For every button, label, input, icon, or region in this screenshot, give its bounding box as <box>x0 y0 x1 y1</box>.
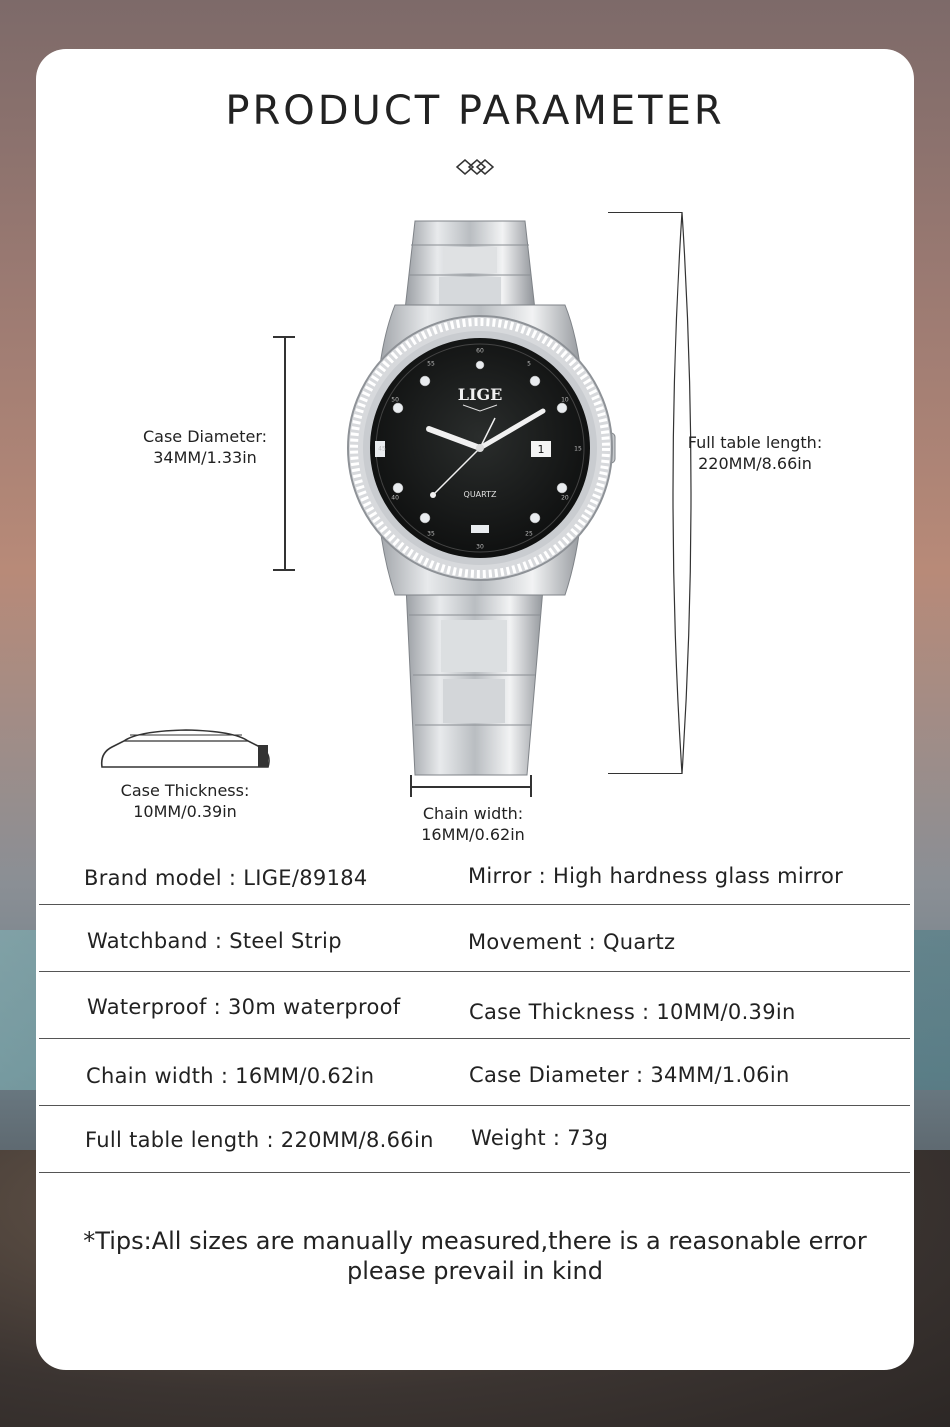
watch-image <box>335 215 625 780</box>
tips-note <box>60 1226 890 1286</box>
page-title: PRODUCT PARAMETER <box>225 88 725 134</box>
dial-marker: 20 <box>561 494 569 502</box>
watch-brand: LIGE <box>457 385 503 404</box>
diameter-measure-cap-bottom <box>273 569 295 571</box>
dial-marker: 10 <box>561 396 569 404</box>
spec-chain-width: Chain width : 16MM/0.62in <box>86 1064 375 1088</box>
case-thickness-title: Case Thickness: <box>120 781 250 800</box>
full-length-value: 220MM/8.66in <box>698 454 812 473</box>
spec-waterproof: Waterproof : 30m waterproof <box>87 995 401 1019</box>
spec-row <box>39 838 910 905</box>
spec-full-length: Full table length : 220MM/8.66in <box>85 1128 434 1152</box>
spec-row <box>39 972 910 1039</box>
dial-marker: 25 <box>525 530 533 538</box>
spec-row <box>39 1039 910 1106</box>
watch-dial-text: QUARTZ <box>463 490 497 499</box>
tips-line-2: please prevail in kind <box>346 1257 603 1285</box>
spec-case-diameter: Case Diameter : 34MM/1.06in <box>469 1063 790 1087</box>
diameter-measure-cap-top <box>273 336 295 338</box>
spec-mirror: Mirror : High hardness glass mirror <box>468 864 844 888</box>
spec-brand-model: Brand model : LIGE/89184 <box>84 866 368 890</box>
spec-case-thickness: Case Thickness : 10MM/0.39in <box>469 1000 796 1024</box>
full-length-label <box>670 432 840 474</box>
case-thickness-value: 10MM/0.39in <box>133 802 237 821</box>
dial-marker: 35 <box>427 530 435 538</box>
dial-marker: 50 <box>391 396 399 404</box>
dial-marker: 40 <box>391 494 399 502</box>
length-measure-curve <box>668 212 698 774</box>
case-thickness-label <box>100 780 270 822</box>
dial-marker: 30 <box>476 543 484 551</box>
spec-weight: Weight : 73g <box>471 1126 609 1150</box>
date-window: 1 <box>537 443 545 456</box>
chain-measure-line <box>411 786 531 788</box>
dial-marker: 60 <box>476 347 484 355</box>
spec-movement: Movement : Quartz <box>468 930 676 954</box>
dial-marker: 5 <box>527 360 531 368</box>
case-thickness-drawing <box>98 725 272 775</box>
case-diameter-label <box>120 426 290 468</box>
dial-marker: 55 <box>427 360 435 368</box>
case-diameter-value: 34MM/1.33in <box>153 448 257 467</box>
dial-marker: 15 <box>574 445 582 453</box>
case-diameter-title: Case Diameter: <box>142 427 268 446</box>
full-length-title: Full table length: <box>687 433 823 452</box>
tips-line-1: *Tips:All sizes are manually measured,there is a reasonable error <box>83 1227 867 1255</box>
spec-watchband: Watchband : Steel Strip <box>87 929 342 953</box>
chain-width-value: 16MM/0.62in <box>421 825 525 844</box>
diamond-ornament-icon <box>455 157 495 177</box>
dial-marker: 45 <box>378 445 386 453</box>
spec-row <box>39 1106 910 1173</box>
spec-row <box>39 905 910 972</box>
chain-width-title: Chain width: <box>422 804 524 823</box>
